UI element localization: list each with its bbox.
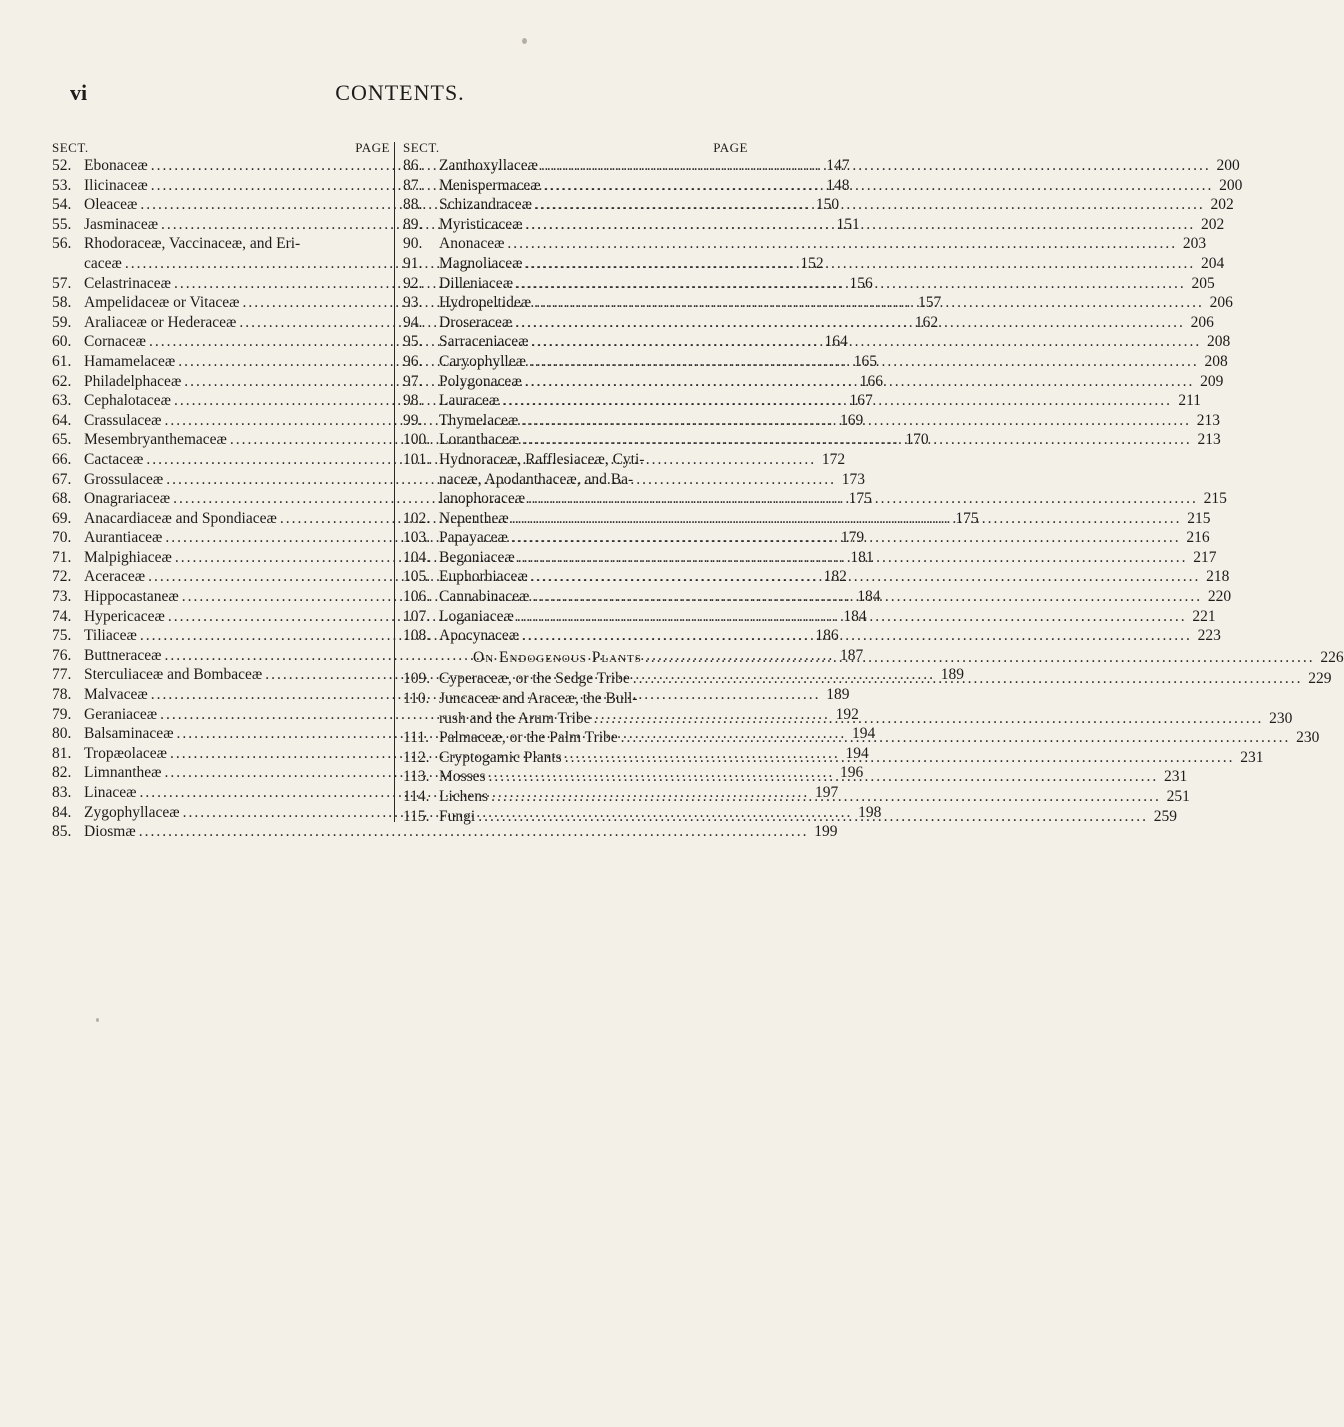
entry-number: 99. bbox=[403, 411, 423, 429]
entry-number: 65. bbox=[52, 431, 72, 449]
entry-title: Droseraceæ bbox=[439, 313, 513, 331]
entry-title: Crassulaceæ bbox=[84, 411, 162, 429]
entry-title: Papayaceæ bbox=[439, 529, 508, 547]
leader-dots bbox=[594, 709, 1264, 729]
entry-page: 206 bbox=[1209, 294, 1233, 312]
entry-page: 173 bbox=[841, 470, 865, 488]
entry-page: 202 bbox=[1201, 215, 1225, 233]
leader-dots bbox=[532, 587, 1202, 607]
leader-dots bbox=[565, 748, 1235, 768]
entry-title: caceæ bbox=[84, 254, 122, 272]
page-title: CONTENTS. bbox=[335, 80, 465, 105]
sect-heading: SECT. bbox=[403, 140, 440, 155]
entry-number: 82. bbox=[52, 764, 72, 782]
leader-dots bbox=[531, 567, 1201, 587]
entry-page: 194 bbox=[852, 725, 876, 743]
leader-dots bbox=[502, 391, 1172, 411]
entry-title: Polygonaceæ bbox=[439, 372, 522, 390]
entry-page: 181 bbox=[850, 548, 874, 566]
entry-number: 98. bbox=[403, 392, 423, 410]
leader-dots bbox=[516, 274, 1186, 294]
entry-title: Hippocastaneæ bbox=[84, 588, 179, 606]
entry-number: 72. bbox=[52, 568, 72, 586]
page-heading: PAGE bbox=[713, 140, 748, 155]
entry-number: 85. bbox=[52, 823, 72, 841]
leader-dots bbox=[521, 411, 1191, 431]
leader-dots bbox=[522, 430, 1192, 450]
leader-dots bbox=[621, 728, 1291, 748]
leader-dots bbox=[535, 195, 1205, 215]
entry-number: 75. bbox=[52, 627, 72, 645]
entry-title: rush and the Arum Tribe bbox=[439, 709, 591, 727]
entry-page: 184 bbox=[857, 588, 881, 606]
entry-page: 184 bbox=[843, 607, 867, 625]
entry-title: Jasminaceæ bbox=[84, 215, 159, 233]
leader-dots bbox=[511, 528, 1181, 548]
entry-page: 157 bbox=[917, 294, 942, 312]
entry-number: 100. bbox=[403, 431, 431, 449]
leader-dots bbox=[522, 626, 1192, 646]
leader-dots bbox=[526, 254, 1196, 274]
entry-number: 54. bbox=[52, 196, 72, 214]
entry-number: 94. bbox=[403, 313, 423, 331]
entry-title: Cornaceæ bbox=[84, 333, 146, 351]
entry-title: Mesembryanthemaceæ bbox=[84, 431, 227, 449]
leader-dots bbox=[541, 156, 1211, 176]
entry-title: Geraniaceæ bbox=[84, 705, 158, 723]
entry-page: 152 bbox=[800, 254, 824, 272]
entry-page: 186 bbox=[815, 627, 839, 645]
entry-page: 204 bbox=[1201, 254, 1225, 272]
entry-title: Cryptogamic Plants bbox=[439, 748, 562, 766]
entry-title: Tiliaceæ bbox=[84, 627, 137, 645]
entry-number: 103. bbox=[403, 529, 431, 547]
entry-title: Tropæolaceæ bbox=[84, 744, 167, 762]
leader-dots bbox=[528, 489, 1198, 509]
leader-dots bbox=[518, 548, 1188, 568]
entry-page: 150 bbox=[815, 196, 840, 214]
entry-title: Euphorbiaceæ bbox=[439, 568, 528, 586]
leader-dots bbox=[544, 176, 1214, 196]
column-header bbox=[403, 140, 748, 156]
entry-title: Malvaceæ bbox=[84, 686, 148, 704]
entry-number: 52. bbox=[52, 157, 72, 174]
entry-page: 230 bbox=[1269, 709, 1293, 727]
running-head bbox=[0, 80, 800, 112]
entry-title: Balsaminaceæ bbox=[84, 725, 174, 743]
entry-title: Anonaceæ bbox=[439, 235, 505, 253]
entry-number: 74. bbox=[52, 607, 72, 625]
entry-page: 218 bbox=[1206, 568, 1230, 586]
leader-dots bbox=[534, 293, 1204, 313]
entry-number: 81. bbox=[52, 744, 72, 762]
entry-number: 89. bbox=[403, 215, 423, 233]
leader-dots bbox=[512, 509, 1182, 529]
entry-number: 115. bbox=[403, 807, 430, 825]
entry-number: 78. bbox=[52, 686, 72, 704]
entry-page: 164 bbox=[824, 333, 848, 351]
entry-number: 87. bbox=[403, 176, 423, 194]
toc-entry[interactable] bbox=[403, 234, 1207, 254]
sect-heading: SECT. bbox=[52, 140, 89, 155]
entry-page: 221 bbox=[1192, 607, 1216, 625]
entry-number: 95. bbox=[403, 333, 423, 351]
page-number: vi bbox=[70, 80, 88, 105]
page-heading: PAGE bbox=[355, 140, 390, 155]
entry-number: 110. bbox=[403, 690, 430, 708]
entry-number: 56. bbox=[52, 235, 72, 253]
entry-number: 61. bbox=[52, 352, 72, 370]
entry-page: 231 bbox=[1240, 748, 1264, 766]
entry-page: 202 bbox=[1210, 196, 1234, 214]
paper-speck bbox=[96, 1018, 99, 1022]
entry-number: 112. bbox=[403, 748, 430, 766]
entry-page: 156 bbox=[849, 274, 873, 292]
entry-page: 220 bbox=[1207, 588, 1232, 606]
leader-dots bbox=[478, 807, 1148, 827]
entry-number: 93. bbox=[403, 294, 423, 312]
entry-page: 200 bbox=[1216, 157, 1240, 174]
entry-page: 189 bbox=[826, 686, 850, 704]
entry-page: 231 bbox=[1164, 768, 1188, 786]
entry-title: Juncaceæ and Araceæ, the Bull- bbox=[439, 690, 638, 708]
entry-number: 57. bbox=[52, 274, 72, 292]
toc-entry[interactable] bbox=[52, 822, 838, 842]
entry-page: 166 bbox=[859, 372, 884, 390]
entry-title: Menispermaceæ bbox=[439, 176, 541, 194]
entry-number: 104. bbox=[403, 548, 431, 566]
entry-page: 208 bbox=[1204, 352, 1228, 370]
entry-page: 211 bbox=[1178, 392, 1201, 410]
entry-number: 84. bbox=[52, 803, 72, 821]
entry-page: 170 bbox=[905, 431, 929, 449]
entry-title: Begoniaceæ bbox=[439, 548, 515, 566]
entry-title: Grossulaceæ bbox=[84, 470, 164, 488]
entry-page: 213 bbox=[1197, 431, 1221, 449]
entry-title: Hydnoraceæ, Rafflesiaceæ, Cyti- bbox=[439, 450, 645, 468]
entry-title: Rhodoraceæ, Vaccinaceæ, and Eri- bbox=[84, 235, 301, 253]
entry-number: 90. bbox=[403, 235, 423, 253]
leader-dots bbox=[489, 767, 1159, 787]
entry-page: 148 bbox=[826, 176, 850, 194]
entry-title: Linaceæ bbox=[84, 784, 137, 801]
entry-page: 229 bbox=[1308, 670, 1332, 688]
entry-number: 77. bbox=[52, 666, 72, 684]
leader-dots bbox=[645, 648, 1315, 668]
entry-number: 59. bbox=[52, 313, 72, 331]
entry-title: Zygophyllaceæ bbox=[84, 803, 180, 821]
entry-number: 92. bbox=[403, 274, 423, 292]
entry-number: 83. bbox=[52, 784, 72, 801]
entry-number: 106. bbox=[403, 588, 431, 606]
paper-speck bbox=[522, 38, 527, 44]
entry-page: 192 bbox=[835, 705, 859, 723]
entry-page: 189 bbox=[940, 666, 964, 684]
entry-number: 64. bbox=[52, 411, 72, 429]
entry-number: 58. bbox=[52, 294, 72, 312]
entry-title: Thymelaceæ bbox=[439, 411, 519, 429]
leader-dots bbox=[515, 313, 1185, 333]
entry-page: 196 bbox=[840, 764, 864, 782]
entry-title: Loganiaceæ bbox=[439, 607, 514, 625]
entry-page: 197 bbox=[815, 784, 839, 801]
entry-title: Philadelphaceæ bbox=[84, 372, 182, 390]
entry-title: Cephalotaceæ bbox=[84, 392, 171, 410]
entry-number: 108. bbox=[403, 627, 431, 645]
entry-number: 71. bbox=[52, 548, 72, 566]
entry-page: 167 bbox=[849, 392, 873, 410]
entry-title: Ebonaceæ bbox=[84, 157, 148, 174]
entry-page: 215 bbox=[1203, 490, 1227, 508]
entry-page: 151 bbox=[836, 215, 860, 233]
entry-page: 209 bbox=[1200, 372, 1224, 390]
entry-page: 175 bbox=[955, 509, 979, 527]
entry-number: 101. bbox=[403, 450, 431, 468]
entry-page: 226 bbox=[1320, 648, 1344, 666]
entry-title: Malpighiaceæ bbox=[84, 548, 172, 566]
entry-title: Aceraceæ bbox=[84, 568, 146, 586]
entry-number: 53. bbox=[52, 176, 72, 194]
entry-title: Mosses bbox=[439, 768, 486, 786]
entry-number: 97. bbox=[403, 372, 423, 390]
entry-title: Onagrariaceæ bbox=[84, 490, 171, 508]
entry-title: Oleaceæ bbox=[84, 196, 138, 214]
entry-title: Lauraceæ bbox=[439, 392, 500, 410]
section-heading-text: On Endogenous Plants bbox=[473, 648, 642, 666]
entry-title: Limnantheæ bbox=[84, 764, 162, 782]
entry-title: Buttneraceæ bbox=[84, 646, 162, 664]
entry-number: 111. bbox=[403, 729, 429, 747]
entry-number: 109. bbox=[403, 670, 431, 688]
entry-page: 203 bbox=[1182, 235, 1207, 253]
entry-title: Caryophylleæ bbox=[439, 352, 526, 370]
entry-number: 70. bbox=[52, 529, 72, 547]
entry-title: Fungi bbox=[439, 807, 476, 825]
entry-page: 165 bbox=[853, 352, 877, 370]
entry-title: Hypericaceæ bbox=[84, 607, 165, 625]
leader-dots bbox=[517, 607, 1187, 627]
entry-title: Cactaceæ bbox=[84, 450, 144, 468]
entry-number: 105. bbox=[403, 568, 431, 586]
entry-page: 208 bbox=[1207, 333, 1231, 351]
entry-page: 175 bbox=[848, 490, 872, 508]
entry-title: Cannabinaceæ bbox=[439, 588, 530, 606]
entry-number: 113. bbox=[403, 768, 430, 786]
entry-page: 251 bbox=[1166, 788, 1190, 805]
entry-page: 182 bbox=[823, 568, 847, 586]
entry-number: 86. bbox=[403, 157, 423, 174]
entry-title: Apocynaceæ bbox=[439, 627, 520, 645]
entry-page: 213 bbox=[1196, 411, 1220, 429]
entry-title: Araliaceæ or Hederaceæ bbox=[84, 313, 237, 331]
entry-title: naceæ, Apodanthaceæ, and Ba- bbox=[439, 470, 634, 488]
entry-title: Cyperaceæ, or the Sedge Tribe bbox=[439, 670, 630, 688]
entry-page: 147 bbox=[826, 157, 850, 174]
leader-dots bbox=[532, 332, 1202, 352]
entry-number: 66. bbox=[52, 450, 72, 468]
entry-title: Ampelidaceæ or Vitaceæ bbox=[84, 294, 240, 312]
entry-number: 80. bbox=[52, 725, 72, 743]
entry-title: Hamamelaceæ bbox=[84, 352, 176, 370]
entry-number: 76. bbox=[52, 646, 72, 664]
entry-page: 198 bbox=[858, 803, 882, 821]
leader-dots bbox=[529, 352, 1199, 372]
entry-number: 73. bbox=[52, 588, 72, 606]
entry-title: Anacardiaceæ and Spondiaceæ bbox=[84, 509, 277, 527]
entry-page: 259 bbox=[1153, 807, 1177, 825]
entry-number: 79. bbox=[52, 705, 72, 723]
entry-title: Celastrinaceæ bbox=[84, 274, 171, 292]
entry-page: 217 bbox=[1193, 548, 1217, 566]
leader-dots bbox=[491, 787, 1161, 807]
leader-dots bbox=[525, 372, 1195, 392]
entry-page: 179 bbox=[840, 529, 865, 547]
entry-number: 107. bbox=[403, 607, 431, 625]
entry-number: 62. bbox=[52, 372, 72, 390]
leader-dots bbox=[507, 234, 1177, 254]
entry-number: 68. bbox=[52, 490, 72, 508]
entry-number: 96. bbox=[403, 352, 423, 370]
entry-page: 162 bbox=[914, 313, 939, 331]
leader-dots bbox=[526, 215, 1196, 235]
entry-title: Myristicaceæ bbox=[439, 215, 523, 233]
entry-title: Hydropeltideæ bbox=[439, 294, 532, 312]
entry-page: 223 bbox=[1197, 627, 1221, 645]
entry-title: Diosmæ bbox=[84, 823, 136, 841]
entry-number: 67. bbox=[52, 470, 72, 488]
column-header bbox=[52, 140, 390, 156]
entry-page: 187 bbox=[839, 646, 864, 664]
entry-page: 172 bbox=[821, 450, 846, 468]
entry-number: 91. bbox=[403, 254, 423, 272]
entry-page: 200 bbox=[1219, 176, 1243, 194]
entry-title: Sarraceniaceæ bbox=[439, 333, 529, 351]
leader-dots bbox=[633, 669, 1303, 689]
entry-page: 216 bbox=[1186, 529, 1210, 547]
entry-number: 63. bbox=[52, 392, 72, 410]
entry-number: 114. bbox=[403, 788, 430, 805]
entry-number: 102. bbox=[403, 509, 431, 527]
entry-page: 215 bbox=[1187, 509, 1211, 527]
entry-title: Dilleniaceæ bbox=[439, 274, 514, 292]
entry-title: Lichens bbox=[439, 788, 489, 805]
entry-page: 205 bbox=[1191, 274, 1215, 292]
entry-page: 199 bbox=[814, 823, 838, 841]
entry-title: lanophoraceæ bbox=[439, 490, 526, 508]
entry-title: Nepentheæ bbox=[439, 509, 509, 527]
entry-title: Aurantiaceæ bbox=[84, 529, 163, 547]
entry-number: 88. bbox=[403, 196, 423, 214]
entry-page: 206 bbox=[1190, 313, 1214, 331]
entry-page: 194 bbox=[845, 744, 869, 762]
entry-number: 55. bbox=[52, 215, 72, 233]
entry-title: Ilicinaceæ bbox=[84, 176, 148, 194]
entry-page: 230 bbox=[1296, 729, 1320, 747]
entry-title: Zanthoxyllaceæ bbox=[439, 157, 538, 174]
entry-title: Palmaceæ, or the Palm Tribe bbox=[439, 729, 618, 747]
entry-title: Sterculiaceæ and Bombaceæ bbox=[84, 666, 263, 684]
entry-title: Magnoliaceæ bbox=[439, 254, 523, 272]
entry-number: 69. bbox=[52, 509, 72, 527]
entry-number: 60. bbox=[52, 333, 72, 351]
entry-title: Schizandraceæ bbox=[439, 196, 532, 214]
entry-page: 169 bbox=[839, 411, 864, 429]
entry-title: Loranthaceæ bbox=[439, 431, 520, 449]
